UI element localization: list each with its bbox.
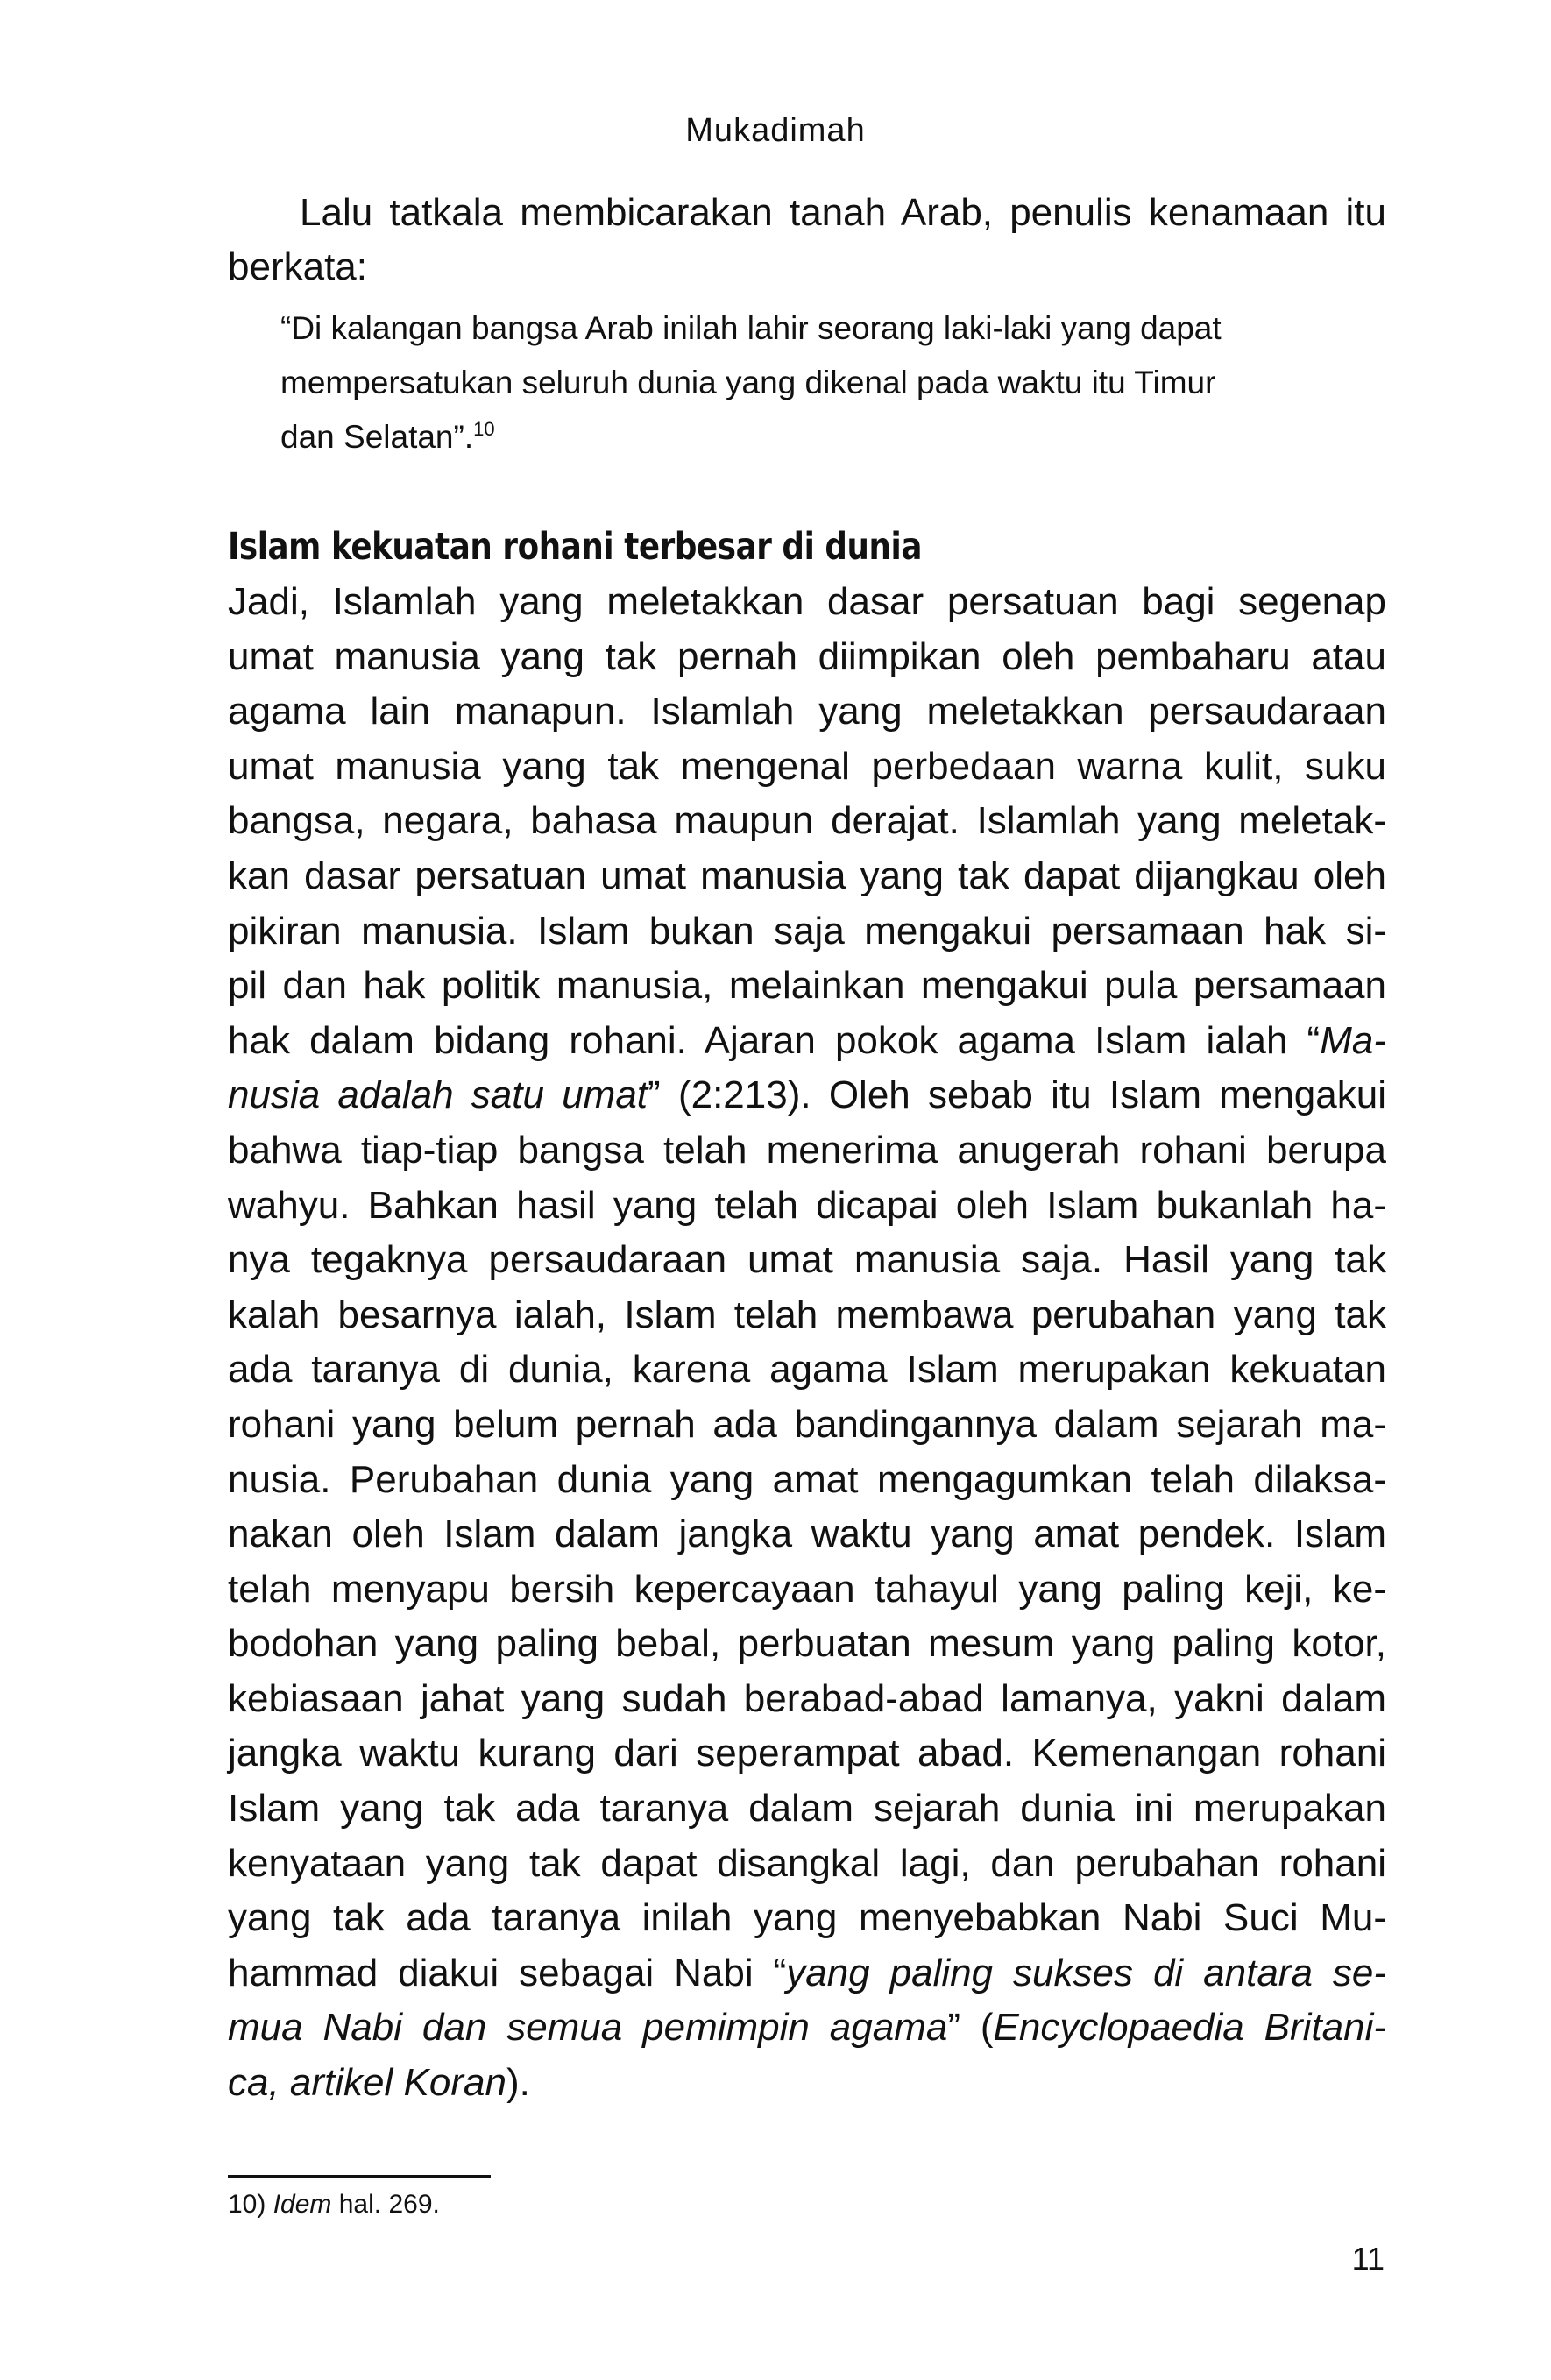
body-line (228, 1014, 1386, 1069)
body-line: wahyu. Bahkan hasil yang telah dicapai oleh Islam bukanlah ha- (228, 1183, 1386, 1227)
italic-quote-text: nusia adalah satu umat (228, 1073, 648, 1117)
body-line: rohani yang belum pernah ada bandingannya dalam sejarah ma- (228, 1402, 1386, 1446)
body-line: umat manusia yang tak pernah diimpikan oleh pembaharu atau (228, 634, 1386, 678)
body-line: kebiasaan jahat yang sudah berabad-abad lamanya, yakni dalam (228, 1676, 1386, 1720)
quote-line: mempersatukan seluruh dunia yang dikenal pada waktu itu Timur (280, 365, 1216, 400)
footnote-number: 10) (228, 2190, 266, 2219)
body-line: Jadi, Islamlah yang meletakkan dasar persatuan bagi segenap (228, 580, 1386, 623)
italic-quote-text: yang paling sukses di antara se- (786, 1951, 1387, 1994)
body-line (228, 2001, 1386, 2056)
footnote-ref-italic: Idem (273, 2190, 332, 2219)
body-line: kan dasar persatuan umat manusia yang tak dapat dijangkau oleh (228, 854, 1386, 897)
body-line-text: hak dalam bidang rohani. Ajaran pokok agama Islam ialah “ (228, 1018, 1321, 1062)
page-number: 11 (1351, 2241, 1385, 2277)
body-line (228, 1068, 1386, 1123)
body-line: jangka waktu kurang dari seperampat abad. Kemenangan rohani (228, 1732, 1386, 1775)
body-line: kalah besarnya ialah, Islam telah membawa perubahan yang tak (228, 1293, 1386, 1336)
body-line: yang tak ada taranya inilah yang menyebabkan Nabi Suci Mu- (228, 1896, 1386, 1940)
quote-line (280, 410, 1386, 464)
italic-quote-text: mua Nabi dan semua pemimpin agama (228, 2006, 948, 2050)
body-line: nusia. Perubahan dunia yang amat mengagumkan telah dilaksa- (228, 1457, 1386, 1501)
body-line: telah menyapu bersih kepercayaan tahayul yang paling keji, ke- (228, 1567, 1386, 1611)
body-line-text: ” ( (947, 2006, 994, 2050)
body-line: umat manusia yang tak mengenal perbedaan warna kulit, suku (228, 744, 1386, 788)
body-line: pikiran manusia. Islam bukan saja mengakui persamaan hak si- (228, 909, 1386, 953)
block-quote (280, 301, 1386, 464)
body-line: ada taranya di dunia, karena agama Islam merupakan kekuatan (228, 1348, 1386, 1392)
body-line (228, 1946, 1386, 2001)
body-line-text: hammad diakui sebagai Nabi “ (228, 1951, 787, 1994)
body-line-text: ” (2:213). Oleh sebab itu Islam mengakui (648, 1073, 1386, 1117)
body-line: kenyataan yang tak dapat disangkal lagi, dan perubahan rohani (228, 1841, 1386, 1885)
body-line: agama lain manapun. Islamlah yang meletakkan persaudaraan (228, 690, 1386, 733)
body-line: bodohan yang paling bebal, perbuatan mesum yang paling kotor, (228, 1622, 1386, 1666)
body-line: pil dan hak politik manusia, melainkan mengakui pula persamaan (228, 964, 1386, 1008)
footnote-text: hal. 269. (331, 2190, 440, 2219)
quote-line-text: dan Selatan”. (280, 419, 474, 455)
page-content (228, 186, 1386, 2111)
footnote (228, 2187, 440, 2222)
section-body (228, 575, 1386, 2111)
body-line: nya tegaknya persaudaraan umat manusia saja. Hasil yang tak (228, 1238, 1386, 1282)
italic-source-text: Encyclopaedia Britani- (993, 2006, 1386, 2050)
intro-paragraph: Lalu tatkala membicarakan tanah Arab, penulis kenamaan itu berkata: (228, 191, 1386, 288)
body-line: bangsa, negara, bahasa maupun derajat. Islamlah yang meletak- (228, 799, 1386, 843)
italic-source-text: ca, artikel Koran (228, 2061, 506, 2105)
body-line: nakan oleh Islam dalam jangka waktu yang amat pendek. Islam (228, 1512, 1386, 1556)
quote-line: “Di kalangan bangsa Arab inilah lahir seorang laki-laki yang dapat (280, 310, 1222, 346)
body-line: Islam yang tak ada taranya dalam sejarah dunia ini merupakan (228, 1787, 1386, 1831)
running-head: Mukadimah (685, 112, 866, 149)
footnote-divider (228, 2175, 491, 2178)
section-heading: Islam kekuatan rohani terbesar di dunia (228, 525, 923, 569)
italic-quote-text: Ma- (1320, 1018, 1386, 1062)
footnote-reference: 10 (473, 418, 495, 440)
body-line-text: ). (506, 2061, 530, 2105)
body-line (228, 2056, 1386, 2111)
body-line: bahwa tiap-tiap bangsa telah menerima anugerah rohani berupa (228, 1128, 1386, 1172)
